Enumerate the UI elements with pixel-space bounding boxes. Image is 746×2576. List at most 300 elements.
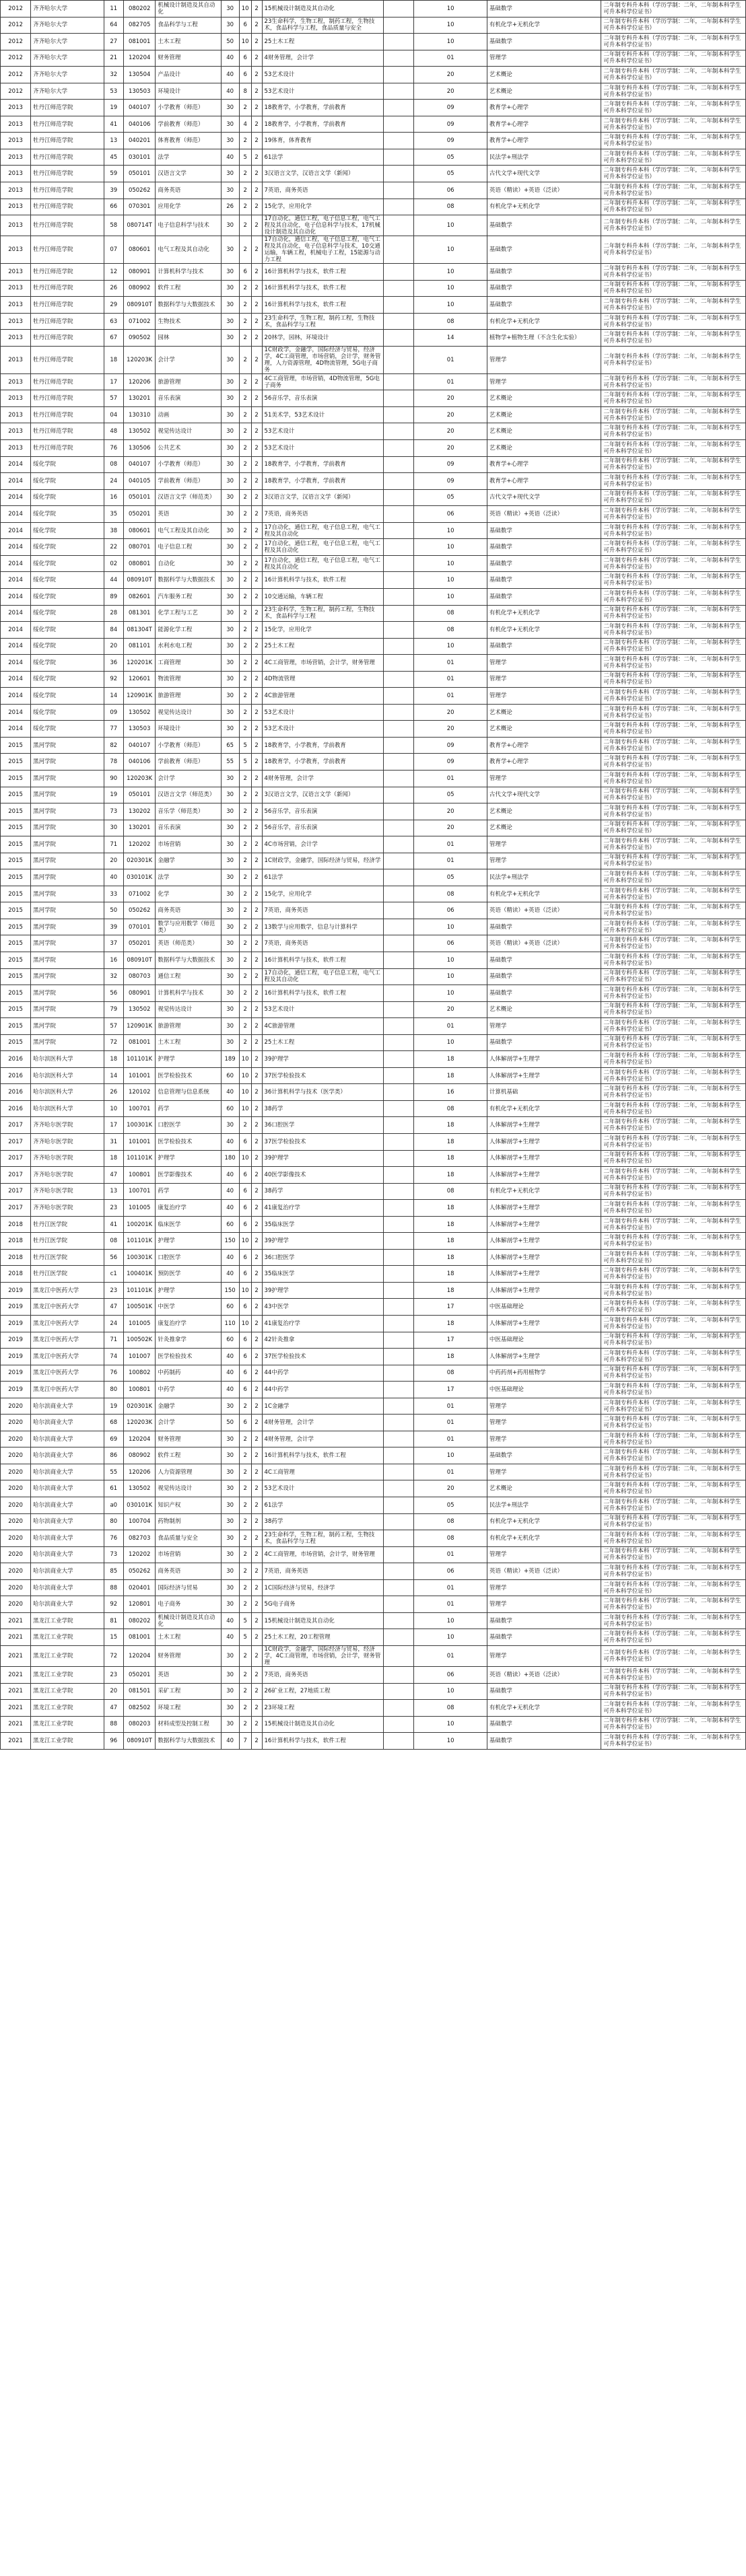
required-majors-cell: 53艺术设计 [262, 704, 384, 721]
duration-cell: 2 [251, 1299, 262, 1316]
plan-count-cell: 60 [221, 1332, 239, 1349]
subject-code-cell: 10 [414, 638, 487, 655]
year-cell: 2020 [1, 1480, 31, 1497]
school-cell: 牡丹江师范学院 [31, 406, 104, 423]
duration-cell: 2 [251, 1431, 262, 1447]
school-cell: 黑河学院 [31, 886, 104, 902]
note-cell: 二年制专科升本科（学历学制：二年，二年制本科学生可升本科学位证书） [601, 373, 746, 390]
major-cell: 小学教育（师范） [156, 737, 221, 754]
exam-subject-cell: 古代文学+现代文学 [487, 787, 601, 803]
table-row [1, 506, 746, 523]
extra-cell [384, 149, 414, 166]
exam-subject-cell: 英语（精读）+英语（泛读） [487, 1563, 601, 1580]
school-code-cell: 22 [104, 539, 123, 556]
required-majors-cell: 3汉语言文学，汉语言文学（新闻） [262, 489, 384, 506]
subject-code-cell: 18 [414, 1134, 487, 1151]
school-code-cell: 28 [104, 605, 123, 622]
reserve-count-cell: 5 [239, 754, 251, 771]
plan-count-cell: 30 [221, 935, 239, 952]
duration-cell: 2 [251, 166, 262, 182]
major-code-cell: 040106 [123, 754, 155, 771]
reserve-count-cell: 10 [239, 1100, 251, 1117]
major-cell: 医学检验技术 [156, 1349, 221, 1365]
school-code-cell: 88 [104, 1716, 123, 1733]
year-cell: 2018 [1, 1216, 31, 1233]
major-code-cell: 100801 [123, 1382, 155, 1398]
exam-subject-cell: 人体解剖学+生理学 [487, 1266, 601, 1283]
reserve-count-cell: 10 [239, 1282, 251, 1299]
extra-cell [384, 215, 414, 236]
table-row [1, 853, 746, 869]
note-cell: 二年制专科升本科（学历学制：二年，二年制本科学生可升本科学位证书） [601, 952, 746, 968]
school-code-cell: 32 [104, 968, 123, 985]
school-code-cell: 56 [104, 985, 123, 1002]
exam-subject-cell: 基础数学 [487, 1629, 601, 1646]
school-code-cell: 39 [104, 919, 123, 935]
subject-code-cell: 01 [414, 770, 487, 787]
required-majors-cell: 23环境工程 [262, 1700, 384, 1717]
year-cell: 2015 [1, 853, 31, 869]
major-code-cell: 050201 [123, 935, 155, 952]
school-code-cell: 10 [104, 1100, 123, 1117]
major-cell: 市场营销 [156, 836, 221, 853]
school-cell: 牡丹江师范学院 [31, 182, 104, 199]
reserve-count-cell: 10 [239, 1, 251, 17]
school-code-cell: 02 [104, 555, 123, 572]
year-cell: 2014 [1, 721, 31, 738]
table-row [1, 952, 746, 968]
extra-cell [384, 1415, 414, 1431]
plan-count-cell: 30 [221, 330, 239, 347]
duration-cell: 2 [251, 1134, 262, 1151]
school-cell: 黑龙江中医药大学 [31, 1299, 104, 1316]
subject-code-cell: 09 [414, 133, 487, 149]
subject-code-cell: 08 [414, 313, 487, 330]
major-code-cell: 040107 [123, 737, 155, 754]
major-code-cell: 081304T [123, 622, 155, 639]
table-row [1, 1183, 746, 1200]
extra-cell [384, 902, 414, 919]
major-cell: 材料成型及控制工程 [156, 1716, 221, 1733]
subject-code-cell: 10 [414, 555, 487, 572]
reserve-count-cell: 2 [239, 968, 251, 985]
subject-code-cell: 01 [414, 1596, 487, 1613]
note-cell: 二年制专科升本科（学历学制：二年，二年制本科学生可升本科学位证书） [601, 1084, 746, 1101]
duration-cell: 2 [251, 116, 262, 133]
plan-count-cell: 40 [221, 67, 239, 83]
duration-cell: 2 [251, 1282, 262, 1299]
extra-cell [384, 1349, 414, 1365]
school-code-cell: 41 [104, 1216, 123, 1233]
extra-cell [384, 1249, 414, 1266]
major-code-cell: 081001 [123, 1034, 155, 1051]
duration-cell: 2 [251, 1100, 262, 1117]
required-majors-cell: 17自动化，通信工程，电子信息工程，电气工程及其自动化 [262, 522, 384, 539]
major-cell: 中药制药 [156, 1365, 221, 1382]
school-code-cell: 41 [104, 116, 123, 133]
major-code-cell: 040106 [123, 116, 155, 133]
subject-code-cell: 10 [414, 236, 487, 264]
major-code-cell: 070301 [123, 199, 155, 215]
major-cell: 数据科学与大数据技术 [156, 297, 221, 314]
major-code-cell: 050201 [123, 1666, 155, 1683]
plan-count-cell: 30 [221, 721, 239, 738]
year-cell: 2019 [1, 1299, 31, 1316]
school-cell: 哈尔滨商业大学 [31, 1497, 104, 1514]
major-code-cell: 070101 [123, 919, 155, 935]
year-cell: 2016 [1, 1051, 31, 1068]
major-cell: 计算机科学与技术 [156, 264, 221, 281]
required-majors-cell: 4C工商管理 [262, 1464, 384, 1480]
subject-code-cell: 05 [414, 787, 487, 803]
major-cell: 中药学 [156, 1382, 221, 1398]
duration-cell: 2 [251, 1382, 262, 1398]
required-majors-cell: 5G电子商务 [262, 1596, 384, 1613]
reserve-count-cell: 2 [239, 1431, 251, 1447]
note-cell: 二年制专科升本科（学历学制：二年，二年制本科学生可升本科学位证书） [601, 1513, 746, 1530]
exam-subject-cell: 艺术概论 [487, 406, 601, 423]
subject-code-cell: 10 [414, 919, 487, 935]
table-row [1, 1530, 746, 1547]
extra-cell [384, 297, 414, 314]
major-code-cell: 100201K [123, 1216, 155, 1233]
year-cell: 2020 [1, 1546, 31, 1563]
extra-cell [384, 1497, 414, 1514]
table-row [1, 1700, 746, 1717]
note-cell: 二年制专科升本科（学历学制：二年，二年制本科学生可升本科学位证书） [601, 83, 746, 100]
extra-cell [384, 456, 414, 473]
note-cell: 二年制专科升本科（学历学制：二年，二年制本科学生可升本科学位证书） [601, 67, 746, 83]
school-code-cell: 08 [104, 456, 123, 473]
year-cell: 2013 [1, 313, 31, 330]
subject-code-cell: 18 [414, 1150, 487, 1167]
note-cell: 二年制专科升本科（学历学制：二年，二年制本科学生可升本科学位证书） [601, 1249, 746, 1266]
required-majors-cell: 15化学，应用化学 [262, 886, 384, 902]
table-row [1, 968, 746, 985]
plan-count-cell: 30 [221, 116, 239, 133]
reserve-count-cell: 2 [239, 919, 251, 935]
plan-count-cell: 30 [221, 297, 239, 314]
year-cell: 2020 [1, 1431, 31, 1447]
year-cell: 2018 [1, 1249, 31, 1266]
major-code-cell: 130502 [123, 1001, 155, 1018]
exam-subject-cell: 民法学+刑法学 [487, 869, 601, 886]
school-code-cell: 31 [104, 1134, 123, 1151]
extra-cell [384, 1, 414, 17]
required-majors-cell: 38药学 [262, 1183, 384, 1200]
reserve-count-cell: 2 [239, 1530, 251, 1547]
required-majors-cell: 53艺术设计 [262, 67, 384, 83]
year-cell: 2021 [1, 1716, 31, 1733]
required-majors-cell: 13数学与应用数学，信息与计算科学 [262, 919, 384, 935]
exam-subject-cell: 中医基础理论 [487, 1382, 601, 1398]
reserve-count-cell: 2 [239, 133, 251, 149]
required-majors-cell: 17自动化，通信工程，电子信息工程，电气工程及其自动化 [262, 539, 384, 556]
plan-count-cell: 40 [221, 1349, 239, 1365]
extra-cell [384, 1530, 414, 1547]
duration-cell: 2 [251, 1365, 262, 1382]
subject-code-cell: 10 [414, 522, 487, 539]
note-cell: 二年制专科升本科（学历学制：二年，二年制本科学生可升本科学位证书） [601, 853, 746, 869]
note-cell: 二年制专科升本科（学历学制：二年，二年制本科学生可升本科学位证书） [601, 297, 746, 314]
school-cell: 牡丹江师范学院 [31, 116, 104, 133]
table-row [1, 1596, 746, 1613]
reserve-count-cell: 8 [239, 83, 251, 100]
school-code-cell: 63 [104, 313, 123, 330]
plan-count-cell: 30 [221, 1683, 239, 1700]
required-majors-cell: 23生命科学，生物工程，制药工程，生物技术，食品科学与工程，食品质量与安全 [262, 17, 384, 34]
major-code-cell: 120206 [123, 1464, 155, 1480]
duration-cell: 2 [251, 182, 262, 199]
major-code-cell: 071002 [123, 313, 155, 330]
major-cell: 视觉传达设计 [156, 423, 221, 440]
reserve-count-cell: 2 [239, 770, 251, 787]
major-cell: 土木工程 [156, 34, 221, 50]
table-row [1, 1563, 746, 1580]
reserve-count-cell: 10 [239, 1084, 251, 1101]
major-code-cell: 120203K [123, 770, 155, 787]
duration-cell: 2 [251, 1480, 262, 1497]
year-cell: 2014 [1, 539, 31, 556]
exam-subject-cell: 人体解剖学+生理学 [487, 1117, 601, 1134]
reserve-count-cell: 4 [239, 116, 251, 133]
year-cell: 2019 [1, 1282, 31, 1299]
extra-cell [384, 34, 414, 50]
note-cell: 二年制专科升本科（学历学制：二年，二年制本科学生可升本科学位证书） [601, 1596, 746, 1613]
year-cell: 2013 [1, 346, 31, 373]
note-cell: 二年制专科升本科（学历学制：二年，二年制本科学生可升本科学位证书） [601, 390, 746, 407]
major-cell: 药学 [156, 1183, 221, 1200]
reserve-count-cell: 6 [239, 1299, 251, 1316]
major-cell: 英语 [156, 506, 221, 523]
major-code-cell: 020401 [123, 1579, 155, 1596]
school-cell: 黑河学院 [31, 902, 104, 919]
duration-cell: 2 [251, 1216, 262, 1233]
duration-cell: 2 [251, 67, 262, 83]
school-cell: 哈尔滨商业大学 [31, 1530, 104, 1547]
major-code-cell: 130502 [123, 704, 155, 721]
table-row [1, 1683, 746, 1700]
reserve-count-cell: 6 [239, 67, 251, 83]
subject-code-cell: 18 [414, 1233, 487, 1250]
major-cell: 音乐表演 [156, 820, 221, 836]
school-code-cell: 61 [104, 1480, 123, 1497]
school-code-cell: 92 [104, 1596, 123, 1613]
school-cell: 绥化学院 [31, 456, 104, 473]
required-majors-cell: 41康复治疗学 [262, 1316, 384, 1332]
note-cell: 二年制专科升本科（学历学制：二年，二年制本科学生可升本科学位证书） [601, 236, 746, 264]
extra-cell [384, 264, 414, 281]
major-code-cell: 080601 [123, 236, 155, 264]
required-majors-cell: 36计算机科学与技术（医学类） [262, 1084, 384, 1101]
major-code-cell: 081101 [123, 638, 155, 655]
extra-cell [384, 1645, 414, 1666]
exam-subject-cell: 教育学+心理学 [487, 133, 601, 149]
required-majors-cell: 16计算机科学与技术，软件工程 [262, 952, 384, 968]
reserve-count-cell: 2 [239, 622, 251, 639]
school-cell: 绥化学院 [31, 638, 104, 655]
extra-cell [384, 655, 414, 672]
subject-code-cell: 10 [414, 572, 487, 589]
table-row [1, 1, 746, 17]
note-cell: 二年制专科升本科（学历学制：二年，二年制本科学生可升本科学位证书） [601, 638, 746, 655]
exam-subject-cell: 人体解剖学+生理学 [487, 1316, 601, 1332]
major-cell: 旅游管理 [156, 688, 221, 705]
extra-cell [384, 1563, 414, 1580]
major-code-cell: 050262 [123, 182, 155, 199]
duration-cell: 2 [251, 1579, 262, 1596]
subject-code-cell: 08 [414, 1700, 487, 1717]
extra-cell [384, 952, 414, 968]
school-cell: 黑龙江工业学院 [31, 1716, 104, 1733]
reserve-count-cell: 2 [239, 236, 251, 264]
exam-subject-cell: 基础数学 [487, 34, 601, 50]
year-cell: 2013 [1, 116, 31, 133]
school-cell: 牡丹江师范学院 [31, 390, 104, 407]
plan-count-cell: 30 [221, 506, 239, 523]
school-cell: 牡丹江师范学院 [31, 149, 104, 166]
reserve-count-cell: 10 [239, 1051, 251, 1068]
major-code-cell: 080801 [123, 555, 155, 572]
note-cell: 二年制专科升本科（学历学制：二年，二年制本科学生可升本科学位证书） [601, 572, 746, 589]
subject-code-cell: 18 [414, 1349, 487, 1365]
note-cell: 二年制专科升本科（学历学制：二年，二年制本科学生可升本科学位证书） [601, 1497, 746, 1514]
note-cell: 二年制专科升本科（学历学制：二年，二年制本科学生可升本科学位证书） [601, 1733, 746, 1750]
major-code-cell: 080202 [123, 1612, 155, 1629]
required-majors-cell: 26矿业工程，27地质工程 [262, 1683, 384, 1700]
exam-subject-cell: 管理学 [487, 770, 601, 787]
reserve-count-cell: 6 [239, 1249, 251, 1266]
school-code-cell: 19 [104, 1398, 123, 1415]
subject-code-cell: 18 [414, 1067, 487, 1084]
major-cell: 药学 [156, 1100, 221, 1117]
school-code-cell: 84 [104, 622, 123, 639]
note-cell: 二年制专科升本科（学历学制：二年，二年制本科学生可升本科学位证书） [601, 346, 746, 373]
school-cell: 哈尔滨医科大学 [31, 1051, 104, 1068]
plan-count-cell: 30 [221, 1596, 239, 1613]
subject-code-cell: 18 [414, 1249, 487, 1266]
school-code-cell: c1 [104, 1266, 123, 1283]
exam-subject-cell: 有机化学+无机化学 [487, 1513, 601, 1530]
table-row [1, 1316, 746, 1332]
school-code-cell: 73 [104, 803, 123, 820]
school-cell: 牡丹江师范学院 [31, 166, 104, 182]
subject-code-cell: 09 [414, 754, 487, 771]
year-cell: 2020 [1, 1530, 31, 1547]
school-cell: 绥化学院 [31, 522, 104, 539]
note-cell: 二年制专科升本科（学历学制：二年，二年制本科学生可升本科学位证书） [601, 406, 746, 423]
required-majors-cell: 18教育学，小学教育，学前教育 [262, 473, 384, 490]
major-code-cell: 050262 [123, 902, 155, 919]
subject-code-cell: 18 [414, 1282, 487, 1299]
extra-cell [384, 1733, 414, 1750]
subject-code-cell: 01 [414, 836, 487, 853]
note-cell: 二年制专科升本科（学历学制：二年，二年制本科学生可升本科学位证书） [601, 1398, 746, 1415]
major-cell: 能源化学工程 [156, 622, 221, 639]
plan-count-cell: 30 [221, 572, 239, 589]
reserve-count-cell: 2 [239, 522, 251, 539]
major-code-cell: 100801 [123, 1167, 155, 1184]
note-cell: 二年制专科升本科（学历学制：二年，二年制本科学生可升本科学位证书） [601, 456, 746, 473]
exam-subject-cell: 艺术概论 [487, 67, 601, 83]
required-majors-cell: 3汉语言文学，汉语言文学（新闻） [262, 787, 384, 803]
exam-subject-cell: 基础数学 [487, 968, 601, 985]
extra-cell [384, 1001, 414, 1018]
duration-cell: 2 [251, 737, 262, 754]
note-cell: 二年制专科升本科（学历学制：二年，二年制本科学生可升本科学位证书） [601, 1316, 746, 1332]
school-cell: 黑龙江中医药大学 [31, 1316, 104, 1332]
exam-subject-cell: 英语（精读）+英语（泛读） [487, 182, 601, 199]
exam-subject-cell: 艺术概论 [487, 390, 601, 407]
plan-count-cell: 30 [221, 1716, 239, 1733]
school-code-cell: 53 [104, 83, 123, 100]
major-cell: 体育教育（师范） [156, 133, 221, 149]
table-row [1, 688, 746, 705]
exam-subject-cell: 管理学 [487, 853, 601, 869]
extra-cell [384, 1431, 414, 1447]
required-majors-cell: 16计算机科学与技术，软件工程 [262, 297, 384, 314]
duration-cell: 2 [251, 1316, 262, 1332]
reserve-count-cell: 2 [239, 1447, 251, 1464]
major-cell: 国际经济与贸易 [156, 1579, 221, 1596]
school-cell: 黑河学院 [31, 737, 104, 754]
subject-code-cell: 06 [414, 182, 487, 199]
plan-count-cell: 40 [221, 1612, 239, 1629]
reserve-count-cell: 6 [239, 1382, 251, 1398]
plan-count-cell: 26 [221, 199, 239, 215]
year-cell: 2015 [1, 919, 31, 935]
required-majors-cell: 4财务管理，会计学 [262, 770, 384, 787]
school-code-cell: 69 [104, 1431, 123, 1447]
table-row [1, 330, 746, 347]
school-code-cell: 66 [104, 199, 123, 215]
duration-cell: 2 [251, 572, 262, 589]
required-majors-cell: 4C工商管理，市场营销，4D物流管理，5G电子商务 [262, 373, 384, 390]
required-majors-cell: 16计算机科学与技术，软件工程 [262, 264, 384, 281]
reserve-count-cell: 2 [239, 1579, 251, 1596]
note-cell: 二年制专科升本科（学历学制：二年，二年制本科学生可升本科学位证书） [601, 1200, 746, 1217]
exam-subject-cell: 基础数学 [487, 215, 601, 236]
extra-cell [384, 330, 414, 347]
extra-cell [384, 1464, 414, 1480]
major-cell: 财务管理 [156, 1645, 221, 1666]
year-cell: 2016 [1, 1084, 31, 1101]
school-code-cell: 35 [104, 506, 123, 523]
note-cell: 二年制专科升本科（学历学制：二年，二年制本科学生可升本科学位证书） [601, 506, 746, 523]
extra-cell [384, 638, 414, 655]
school-code-cell: 30 [104, 820, 123, 836]
major-code-cell: 120901K [123, 688, 155, 705]
major-cell: 金融学 [156, 853, 221, 869]
table-row [1, 1365, 746, 1382]
year-cell: 2020 [1, 1447, 31, 1464]
major-cell: 环境设计 [156, 721, 221, 738]
duration-cell: 2 [251, 264, 262, 281]
plan-count-cell: 30 [221, 952, 239, 968]
school-code-cell: 82 [104, 737, 123, 754]
major-code-cell: 120204 [123, 50, 155, 67]
major-cell: 医学影像技术 [156, 1167, 221, 1184]
subject-code-cell: 18 [414, 1316, 487, 1332]
extra-cell [384, 588, 414, 605]
extra-cell [384, 869, 414, 886]
table-row [1, 1200, 746, 1217]
year-cell: 2015 [1, 886, 31, 902]
required-majors-cell: 35临床医学 [262, 1266, 384, 1283]
exam-subject-cell: 教育学+心理学 [487, 737, 601, 754]
exam-subject-cell: 管理学 [487, 1018, 601, 1035]
extra-cell [384, 1051, 414, 1068]
